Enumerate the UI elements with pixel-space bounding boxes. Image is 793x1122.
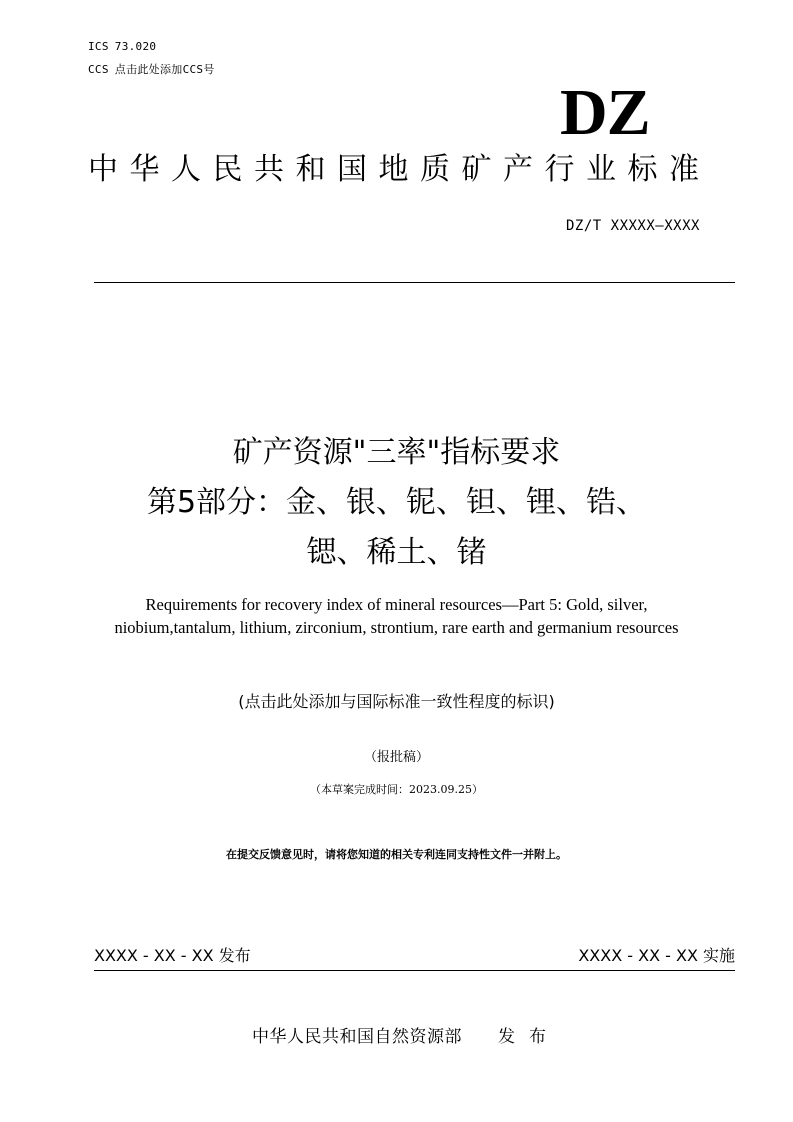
issue-date: XXXX - XX - XX 发布 <box>94 946 251 965</box>
consistency-note[interactable]: (点击此处添加与国际标准一致性程度的标识) <box>238 692 555 711</box>
implementation-date: XXXX - XX - XX 实施 <box>578 946 735 965</box>
ccs-code <box>88 61 221 77</box>
ccs-label: CCS <box>88 63 109 76</box>
chinese-title <box>60 428 733 578</box>
patent-notice: 在提交反馈意见时，请将您知道的相关专利连同支持性文件一并附上。 <box>226 848 567 861</box>
english-title-line-2: niobium,tantalum, lithium, zirconium, strontium, rare earth and germanium resources <box>114 618 679 637</box>
issuer <box>252 1024 560 1050</box>
ics-code <box>88 40 162 53</box>
english-title-line-1: Requirements for recovery index of mineral resources—Part 5: Gold, silver, <box>145 595 648 614</box>
ics-value: 73.020 <box>114 40 157 53</box>
ccs-value[interactable]: 点击此处添加CCS号 <box>114 63 215 76</box>
ics-label: ICS <box>88 40 109 53</box>
standard-number: DZ/T XXXXX—XXXX <box>566 218 700 234</box>
english-title <box>60 593 733 639</box>
issuer-verb: 发布 <box>498 1027 560 1047</box>
title-line-3: 锶、稀土、锗 <box>306 535 487 570</box>
footer-divider <box>94 970 735 971</box>
draft-completion-date: （本草案完成时间：2023.09.25） <box>310 783 483 796</box>
industry-standard-title: 中华人民共和国地质矿产行业标准 <box>88 152 711 187</box>
header-divider <box>94 282 735 283</box>
issuer-name: 中华人民共和国自然资源部 <box>252 1027 462 1047</box>
draft-stage: （报批稿） <box>363 750 429 765</box>
title-line-2: 第5部分：金、银、铌、钽、锂、锆、 <box>146 485 647 520</box>
dz-logo: DZ <box>560 76 650 149</box>
title-line-1: 矿产资源"三率"指标要求 <box>232 435 561 470</box>
